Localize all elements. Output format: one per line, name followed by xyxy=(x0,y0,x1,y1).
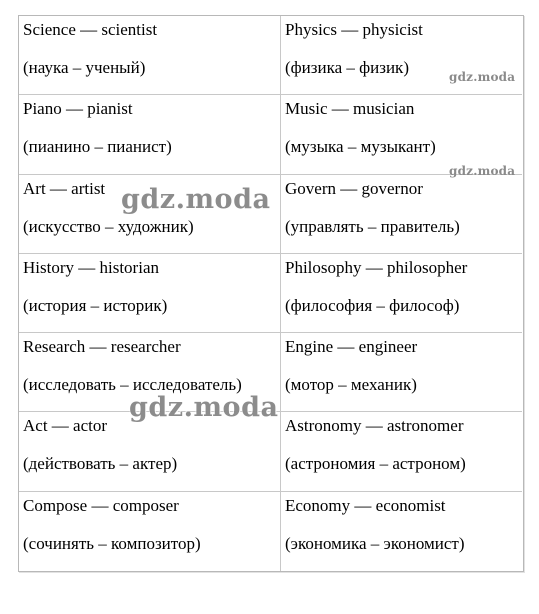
word-pair-english: Engine — engineer xyxy=(285,337,418,357)
watermark-small: gdz.moda xyxy=(449,164,516,178)
word-pair-english: History — historian xyxy=(23,257,159,277)
word-pair-translation: (действовать – актер) xyxy=(23,454,178,474)
word-pair-translation: (управлять – правитель) xyxy=(285,216,460,236)
word-pair-english: Research — researcher xyxy=(23,337,181,357)
word-pair-translation: (наука – ученый) xyxy=(23,58,146,77)
word-pair-english: Science — scientist xyxy=(23,20,158,39)
word-pair-translation: (история – историк) xyxy=(23,295,168,315)
word-pair-english: Philosophy — philosopher xyxy=(285,257,468,277)
word-pair-translation: (мотор – механик) xyxy=(285,375,417,395)
word-pair-translation: (исследовать – исследователь) xyxy=(23,375,242,395)
table-cell-left xyxy=(19,412,281,491)
table-cell-left xyxy=(19,16,281,95)
watermark-large: gdz.moda xyxy=(129,392,279,423)
word-pair-english: Act — actor xyxy=(23,416,108,436)
word-pair-english: Govern — governor xyxy=(285,178,423,198)
word-pair-english: Music — musician xyxy=(285,99,415,119)
table-cell-right xyxy=(281,175,522,254)
word-pair-translation: (физика – физик) xyxy=(285,58,409,77)
table-cell-right xyxy=(281,412,522,491)
table-cell-right xyxy=(281,254,522,333)
watermark-small: gdz.moda xyxy=(449,70,516,84)
word-pair-translation: (экономика – экономист) xyxy=(285,533,465,553)
word-pair-translation: (музыка – музыкант) xyxy=(285,137,436,157)
watermark-large: gdz.moda xyxy=(121,184,271,215)
table-cell-right xyxy=(281,492,522,571)
word-pair-english: Art — artist xyxy=(23,178,106,198)
word-pair-translation: (астрономия – астроном) xyxy=(285,454,466,474)
table-cell-right xyxy=(281,95,522,174)
word-pair-english: Economy — economist xyxy=(285,495,446,515)
word-pair-english: Astronomy — astronomer xyxy=(285,416,464,436)
word-pair-english: Physics — physicist xyxy=(285,20,423,39)
table-cell-left xyxy=(19,95,281,174)
table-cell-right xyxy=(281,333,522,412)
word-pair-translation: (сочинять – композитор) xyxy=(23,533,201,553)
word-pair-translation: (пианино – пианист) xyxy=(23,137,172,157)
word-pair-translation: (искусство – художник) xyxy=(23,216,194,236)
table-cell-left xyxy=(19,492,281,571)
word-pair-english: Piano — pianist xyxy=(23,99,133,119)
table-cell-left xyxy=(19,254,281,333)
word-pair-translation: (философия – философ) xyxy=(285,295,460,315)
vocabulary-table xyxy=(18,15,524,572)
word-pair-english: Compose — composer xyxy=(23,495,179,515)
